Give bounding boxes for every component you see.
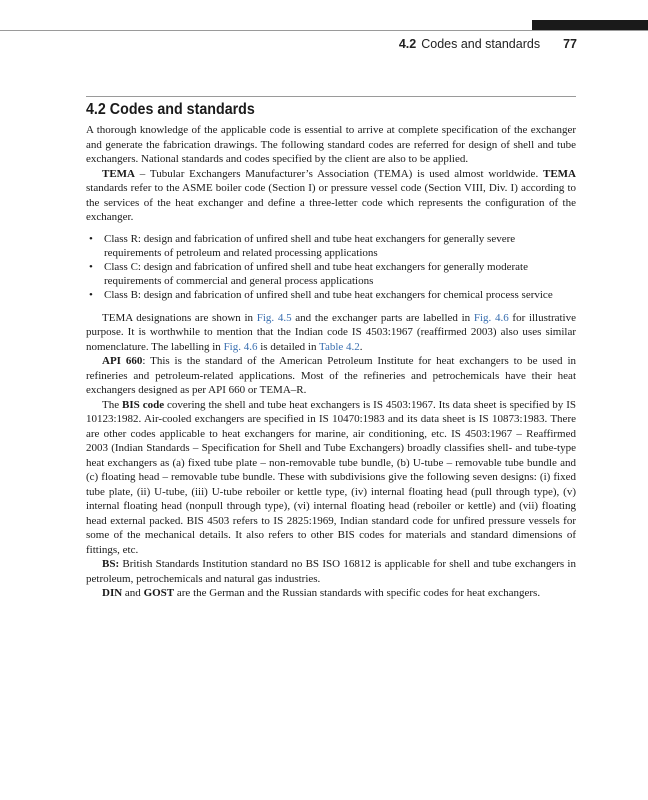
term-din: DIN <box>102 587 123 599</box>
page-number: 77 <box>563 37 577 51</box>
designations-text-4: is detailed in <box>257 340 320 353</box>
api-text: : This is the standard of the American Petroleum Institute for heat exchangers to be used in refineries and petroleum-related applications. Most of the refineries and petrochemicals have their heat exchangers designed as per API 660 or TEMA–R. <box>86 355 576 396</box>
term-tema: TEMA <box>102 167 135 180</box>
section-title: Codes and standards <box>109 101 255 118</box>
bs-text: British Standards Institution standard no BS ISO 16812 is applicable for shell and tube exchangers in petroleum, petrochemicals and natural gas industries. <box>86 558 576 585</box>
body-text <box>86 123 576 601</box>
din-gost-and: and <box>122 587 144 599</box>
table-4-2-link[interactable]: Table 4.2 <box>319 340 360 353</box>
fig-4-6-link-2[interactable]: Fig. 4.6 <box>223 340 258 353</box>
paragraph-tema <box>86 167 576 225</box>
list-item <box>86 232 576 260</box>
paragraph-api <box>86 354 576 398</box>
section-rule <box>86 96 576 97</box>
paragraph-din-gost <box>86 586 576 601</box>
fig-4-6-link[interactable]: Fig. 4.6 <box>473 311 509 324</box>
term-api-660: API 660 <box>102 355 143 367</box>
section-heading <box>86 100 537 120</box>
bullet-icon: • <box>89 232 93 245</box>
designations-text-1: TEMA designations are shown in <box>102 311 257 324</box>
bullet-icon: • <box>89 260 93 273</box>
list-item-text: Class R: design and fabrication of unfired shell and tube heat exchangers for generally severe requirements of petroleum and related processing applications <box>104 232 516 259</box>
running-head-section-number: 4.2 <box>398 37 417 51</box>
running-head <box>399 37 577 53</box>
term-bis-code: BIS code <box>122 398 165 411</box>
designations-text-2: and the exchanger parts are labelled in <box>291 311 474 324</box>
section-number: 4.2 <box>86 101 106 118</box>
list-item-text: Class B: design and fabrication of unfired shell and tube heat exchangers for chemical process service <box>104 288 553 301</box>
bullet-icon: • <box>89 288 93 301</box>
bis-text: covering the shell and tube heat exchangers is IS 4503:1967. Its data sheet is specified by IS 10123:1982. Air-cooled exchangers are specified in IS 10470:1983 and its data sheet is IS 10873:1983. There are other codes applicable to heat exchangers for marine, air conditioning, etc. IS 4503:1967 – Reaffirmed 2003 (Indian Standards – Specification for Shell and Tube Exchangers) broadly classifies shell- and tube-type heat exchangers as (a) fixed tube plate – non-removable tube bundle, (b) U-tube – removable tube bundle and (c) floating head – removable tube bundle. These with subdivisions give the following seven designs: (i) fixed tube plate, (ii) U-tube, (iii) U-tube reboiler or kettle type, (iv) internal floating head (pull through type), (v) internal floating head (nonpull through type), (vi) internal floating head (reboiler or kettle) and (vii) floating head external packed. BIS 4503 refers to IS 2825:1969, Indian standard code for unfired pressure vessels for some of the mechanical details. It also refers to other BIS codes for materials and standard dimensions of fittings, etc. <box>86 398 576 556</box>
fig-4-5-link[interactable]: Fig. 4.5 <box>256 311 292 324</box>
tema-text-1: – Tubular Exchangers Manufacturer’s Association (TEMA) is used almost worldwide. <box>135 167 543 180</box>
term-gost: GOST <box>143 587 175 599</box>
tema-classes-list <box>86 232 576 302</box>
din-gost-text: are the German and the Russian standards with specific codes for heat exchangers. <box>174 587 541 599</box>
designations-text-3: for illustrative purpose. It is worthwhile to mention that the Indian code IS 4503:1967 (reaffirmed 2003) also uses similar nomenclature. The labelling in <box>86 311 576 353</box>
list-item <box>86 260 576 288</box>
term-tema-2: TEMA <box>543 167 576 180</box>
tema-text-2: standards refer to the ASME boiler code (Section I) or pressure vessel code (Section VIII, Div. I) according to the services of the heat exchanger and define a three-letter code which represents the configuration of the exchanger. <box>86 182 576 223</box>
header-corner-bar <box>532 20 648 30</box>
list-item-text: Class C: design and fabrication of unfired shell and tube heat exchangers for generally moderate requirements of commercial and general process applications <box>104 260 528 287</box>
paragraph-bis <box>86 398 576 558</box>
term-bs: BS: <box>102 558 120 570</box>
paragraph-designations <box>86 311 576 355</box>
bis-lead: The <box>102 398 123 411</box>
paragraph-bs <box>86 557 576 586</box>
header-rule <box>0 30 648 31</box>
list-item <box>86 288 576 302</box>
designations-text-5: . <box>359 340 363 353</box>
running-head-section-title: Codes and standards <box>421 37 541 51</box>
paragraph-intro: A thorough knowledge of the applicable code is essential to arrive at complete specification of the exchanger and generate the fabrication drawings. The following standard codes are referred for design of shell and tube exchangers. National standards and codes specified by the client are also to be applied. <box>86 124 576 165</box>
